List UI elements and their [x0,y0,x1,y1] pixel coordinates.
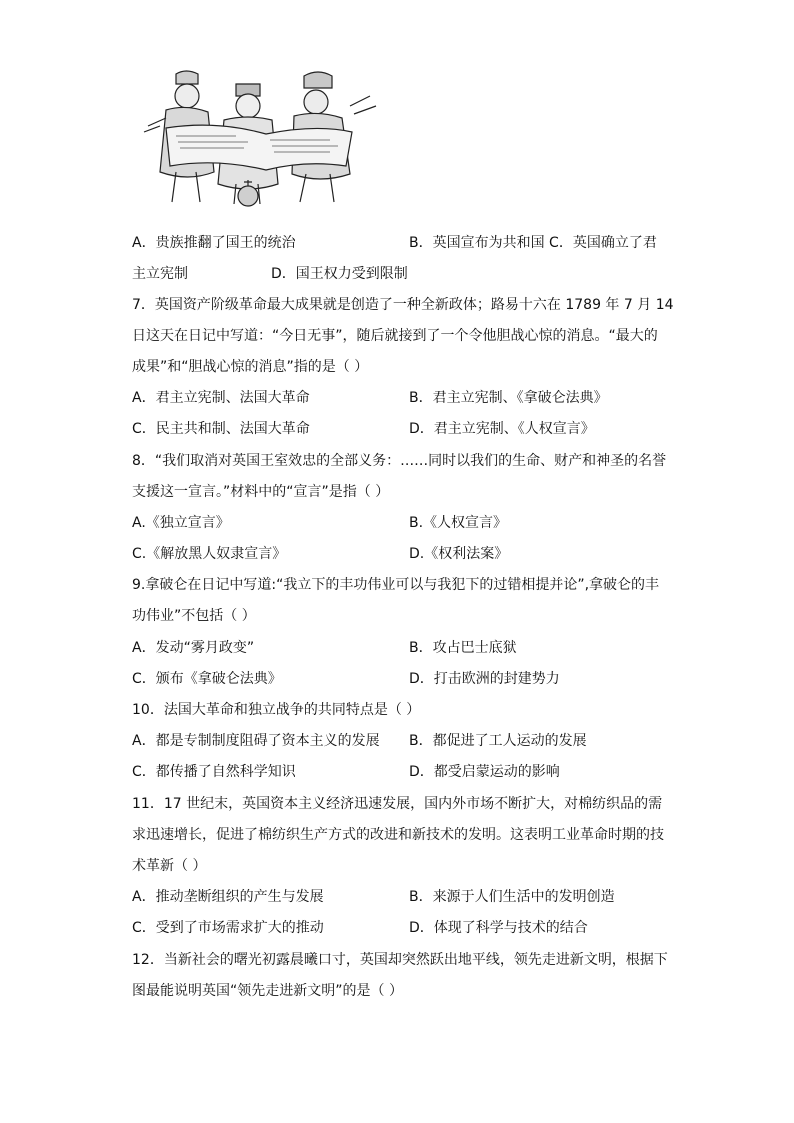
q11-option-c: C．受到了市场需求扩大的推动 [132,920,324,936]
q7-stem-line: 成果”和“胆战心惊的消息”指的是（ ） [132,359,369,375]
q9-stem-line: 功伟业”不包括（ ） [132,608,256,624]
q9-option-b: B．攻占巴士底狱 [409,640,517,656]
q6-option-d: D．国王权力受到限制 [271,266,408,282]
q9-option-a: A．发动“雾月政变” [132,640,255,656]
q7-option-b: B．君主立宪制、《拿破仑法典》 [409,390,608,406]
q7-stem-line: 日这天在日记中写道：“今日无事”，随后就接到了一个令他胆战心惊的消息。“最大的 [132,328,658,344]
q8-option-a: A.《独立宣言》 [132,515,230,531]
q8-stem-line: 支援这一宣言。”材料中的“宣言”是指（ ） [132,484,390,500]
q10-stem-line: 10．法国大革命和独立战争的共同特点是（ ） [132,702,421,718]
historical-illustration [136,66,382,218]
q12-stem-line: 图最能说明英国“领先走进新文明”的是（ ） [132,983,403,999]
q8-option-b: B.《人权宣言》 [409,515,508,531]
q7-option-c: C．民主共和制、法国大革命 [132,421,310,437]
q8-option-d: D.《权利法案》 [409,546,509,562]
q9-option-c: C．颁布《拿破仑法典》 [132,671,282,687]
q10-option-b: B．都促进了工人运动的发展 [409,733,587,749]
q10-option-a: A．都是专制制度阻碍了资本主义的发展 [132,733,380,749]
q11-stem-line: 求迅速增长，促进了棉纺织生产方式的改进和新技术的发明。这表明工业革命时期的技 [132,827,664,843]
q8-stem-line: 8．“我们取消对英国王室效忠的全部义务：……同时以我们的生命、财产和神圣的名誉 [132,453,667,469]
q6-option-c-continued: 主立宪制 [132,266,188,282]
q11-option-a: A．推动垄断组织的产生与发展 [132,889,324,905]
q12-stem-line: 12．当新社会的曙光初露晨曦口寸，英国却突然跃出地平线，领先走进新文明，根据下 [132,952,668,968]
q11-option-b: B．来源于人们生活中的发明创造 [409,889,615,905]
q9-stem-line: 9.拿破仑在日记中写道:“我立下的丰功伟业可以与我犯下的过错相提并论”,拿破仑的丰 [132,577,660,593]
q6-option-a: A．贵族推翻了国王的统治 [132,235,296,251]
q11-stem-line: 术革新（ ） [132,858,207,874]
q10-option-c: C．都传播了自然科学知识 [132,764,296,780]
q6-option-b-c: B．英国宣布为共和国 C．英国确立了君 [409,235,657,251]
q7-option-d: D．君主立宪制、《人权宣言》 [409,421,595,437]
q7-stem-line: 7．英国资产阶级革命最大成果就是创造了一种全新政体；路易十六在 1789 年 7 月 14 [132,297,674,313]
q8-option-c: C.《解放黑人奴隶宣言》 [132,546,287,562]
q10-option-d: D．都受启蒙运动的影响 [409,764,560,780]
q9-option-d: D．打击欧洲的封建势力 [409,671,560,687]
q11-option-d: D．体现了科学与技术的结合 [409,920,588,936]
q7-option-a: A．君主立宪制、法国大革命 [132,390,310,406]
q11-stem-line: 11．17 世纪末，英国资本主义经济迅速发展，国内外市场不断扩大，对棉纺织品的需 [132,796,663,812]
